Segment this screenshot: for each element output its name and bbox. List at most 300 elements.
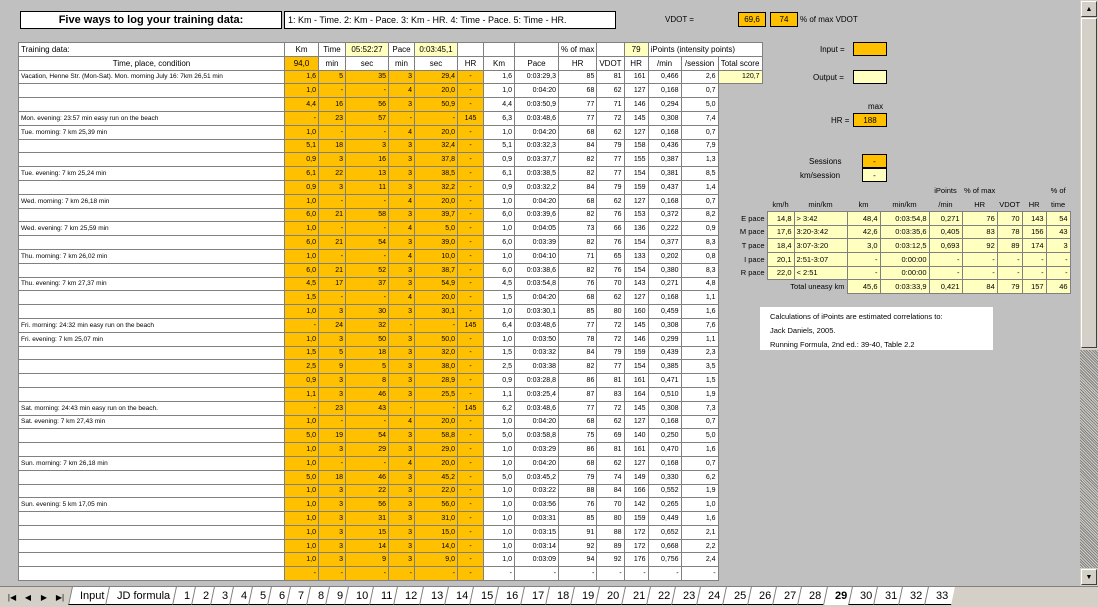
input-data-cell[interactable]: 50,0 [415, 332, 458, 346]
input-data-cell[interactable]: 3 [389, 98, 415, 112]
input-data-cell[interactable]: 1,0 [285, 525, 319, 539]
description-cell[interactable] [19, 525, 285, 539]
input-data-cell[interactable]: 20,0 [415, 415, 458, 429]
input-data-cell[interactable]: 3 [389, 525, 415, 539]
calc-cell[interactable]: 1,0 [484, 443, 515, 457]
calc-cell[interactable]: 158 [624, 139, 648, 153]
input-data-cell[interactable]: 46 [346, 470, 389, 484]
input-data-cell[interactable]: 3 [389, 277, 415, 291]
total-uneasy-cell[interactable]: 79 [997, 280, 1022, 294]
input-data-cell[interactable]: 9,0 [415, 553, 458, 567]
input-data-cell[interactable]: 5 [319, 70, 346, 84]
input-data-cell[interactable]: 15,0 [415, 525, 458, 539]
input-data-cell[interactable]: 11 [346, 180, 389, 194]
calc-cell[interactable]: 4,4 [484, 98, 515, 112]
input-data-cell[interactable]: 56 [346, 98, 389, 112]
calc-cell[interactable]: 1,0 [484, 84, 515, 98]
input-data-cell[interactable]: 14 [346, 539, 389, 553]
description-cell[interactable] [19, 539, 285, 553]
input-data-cell[interactable]: - [458, 249, 484, 263]
input-data-cell[interactable]: 52 [346, 263, 389, 277]
calc-cell[interactable]: 6,2 [484, 401, 515, 415]
description-cell[interactable]: Thu. evening: 7 km 27,37 min [19, 277, 285, 291]
calc-cell[interactable]: 0,202 [648, 249, 681, 263]
input-data-cell[interactable]: 1,0 [285, 456, 319, 470]
calc-cell[interactable]: 0:04:20 [515, 84, 559, 98]
input-data-cell[interactable]: 13 [346, 167, 389, 181]
input-data-cell[interactable]: 6,0 [285, 236, 319, 250]
calc-cell[interactable]: 159 [624, 512, 648, 526]
calc-cell[interactable]: 72 [597, 318, 624, 332]
pace-cell[interactable]: > 3:42 [794, 211, 847, 225]
calc-cell[interactable]: 1,6 [681, 512, 718, 526]
input-data-cell[interactable]: - [458, 539, 484, 553]
calc-cell[interactable]: 0:03:39,6 [515, 208, 559, 222]
calc-cell[interactable]: 166 [624, 484, 648, 498]
calc-cell[interactable]: 2,5 [484, 360, 515, 374]
calc-cell[interactable]: 1,3 [681, 153, 718, 167]
pace-cell[interactable]: 3:07-3:20 [794, 239, 847, 253]
calc-cell[interactable]: 0:03:25,4 [515, 387, 559, 401]
input-data-cell[interactable]: 1,5 [285, 346, 319, 360]
calc-cell[interactable]: 1,0 [484, 194, 515, 208]
input-data-cell[interactable]: - [458, 167, 484, 181]
calc-cell[interactable]: 0,308 [648, 111, 681, 125]
calc-cell[interactable]: 0:03:48,6 [515, 318, 559, 332]
calc-cell[interactable]: - [624, 567, 648, 581]
calc-cell[interactable]: 0,168 [648, 456, 681, 470]
calc-cell[interactable]: 0:03:32,2 [515, 180, 559, 194]
calc-cell[interactable]: 161 [624, 70, 648, 84]
input-data-cell[interactable]: 3 [319, 374, 346, 388]
input-data-cell[interactable]: 4 [389, 222, 415, 236]
first-sheet-icon[interactable]: |◀ [7, 592, 17, 602]
calc-cell[interactable]: 176 [624, 553, 648, 567]
input-data-cell[interactable]: - [319, 84, 346, 98]
input-data-cell[interactable]: 31,0 [415, 512, 458, 526]
calc-cell[interactable]: 68 [559, 84, 597, 98]
scroll-thumb[interactable] [1081, 18, 1097, 348]
calc-cell[interactable]: 88 [597, 525, 624, 539]
input-data-cell[interactable]: 50 [346, 332, 389, 346]
calc-cell[interactable]: 84 [597, 484, 624, 498]
input-data-cell[interactable]: 1,0 [285, 332, 319, 346]
calc-cell[interactable]: 0:03:30,1 [515, 305, 559, 319]
input-data-cell[interactable]: 1,0 [285, 553, 319, 567]
input-data-cell[interactable]: 14,0 [415, 539, 458, 553]
pace-cell[interactable]: 3,0 [847, 239, 880, 253]
calc-cell[interactable]: 4,5 [484, 277, 515, 291]
input-data-cell[interactable]: - [319, 222, 346, 236]
calc-cell[interactable]: 92 [597, 553, 624, 567]
calc-cell[interactable]: - [681, 567, 718, 581]
input-data-cell[interactable]: 1,5 [285, 291, 319, 305]
calc-cell[interactable]: 0,250 [648, 429, 681, 443]
input-data-cell[interactable]: 50,9 [415, 98, 458, 112]
calc-cell[interactable]: 0,466 [648, 70, 681, 84]
total-uneasy-cell[interactable]: 0,421 [929, 280, 962, 294]
input-data-cell[interactable]: 1,0 [285, 484, 319, 498]
description-cell[interactable] [19, 305, 285, 319]
input-data-cell[interactable]: - [458, 484, 484, 498]
input-data-cell[interactable]: 32,2 [415, 180, 458, 194]
input-data-cell[interactable]: 9 [346, 553, 389, 567]
calc-cell[interactable]: 7,4 [681, 111, 718, 125]
calc-cell[interactable]: 0,380 [648, 263, 681, 277]
calc-cell[interactable]: 154 [624, 360, 648, 374]
prev-sheet-icon[interactable]: ◀ [24, 592, 32, 602]
input-data-cell[interactable]: 3 [389, 153, 415, 167]
pace-cell[interactable]: - [962, 266, 997, 280]
description-cell[interactable] [19, 84, 285, 98]
calc-cell[interactable]: 6,2 [681, 470, 718, 484]
calc-cell[interactable]: 62 [597, 456, 624, 470]
input-data-cell[interactable]: 3 [389, 387, 415, 401]
input-data-cell[interactable]: 45,2 [415, 470, 458, 484]
calc-cell[interactable]: 71 [559, 249, 597, 263]
calc-cell[interactable]: 0:03:38,5 [515, 167, 559, 181]
calc-cell[interactable]: 5,0 [681, 429, 718, 443]
input-data-cell[interactable]: 38,5 [415, 167, 458, 181]
pace-cell[interactable]: 0:03:54,8 [880, 211, 929, 225]
input-data-cell[interactable]: 3 [346, 139, 389, 153]
pace-cell[interactable]: 48,4 [847, 211, 880, 225]
input-data-cell[interactable]: 1,0 [285, 194, 319, 208]
input-data-cell[interactable]: - [458, 139, 484, 153]
input-data-cell[interactable]: 3 [319, 332, 346, 346]
calc-cell[interactable]: 75 [559, 429, 597, 443]
input-data-cell[interactable]: - [458, 291, 484, 305]
input-data-cell[interactable]: - [458, 456, 484, 470]
calc-cell[interactable]: 1,9 [681, 387, 718, 401]
calc-cell[interactable]: 82 [559, 360, 597, 374]
calc-cell[interactable]: 0:03:38 [515, 360, 559, 374]
sessions-cell[interactable]: - [862, 154, 887, 168]
calc-cell[interactable]: 76 [559, 277, 597, 291]
calc-cell[interactable]: 0:04:20 [515, 194, 559, 208]
input-data-cell[interactable]: - [285, 567, 319, 581]
pct-max-vdot-cell[interactable]: 74 [770, 12, 798, 27]
calc-cell[interactable]: 68 [559, 415, 597, 429]
description-cell[interactable] [19, 263, 285, 277]
input-data-cell[interactable]: - [458, 180, 484, 194]
calc-cell[interactable]: 76 [597, 236, 624, 250]
calc-cell[interactable]: 66 [597, 222, 624, 236]
calc-cell[interactable]: 127 [624, 291, 648, 305]
input-data-cell[interactable]: 22 [346, 484, 389, 498]
calc-cell[interactable]: 0:03:48,6 [515, 111, 559, 125]
calc-cell[interactable]: 6,3 [484, 111, 515, 125]
calc-cell[interactable]: 0,9 [681, 222, 718, 236]
pace-cell[interactable]: 174 [1022, 239, 1046, 253]
input-data-cell[interactable]: 25,5 [415, 387, 458, 401]
calc-cell[interactable]: 0,552 [648, 484, 681, 498]
pct-of-max-cell[interactable]: 79 [624, 43, 648, 57]
calc-cell[interactable]: 4,8 [681, 277, 718, 291]
calc-cell[interactable]: 81 [597, 70, 624, 84]
input-data-cell[interactable]: - [458, 553, 484, 567]
input-data-cell[interactable]: 46 [346, 387, 389, 401]
input-data-cell[interactable]: - [458, 498, 484, 512]
pace-cell[interactable]: 0:03:12,5 [880, 239, 929, 253]
calc-cell[interactable]: 149 [624, 470, 648, 484]
input-data-cell[interactable]: 1,0 [285, 498, 319, 512]
calc-cell[interactable]: 2,6 [681, 70, 718, 84]
pace-cell[interactable]: - [1022, 252, 1046, 266]
description-cell[interactable]: Sat. evening: 7 km 27,43 min [19, 415, 285, 429]
input-data-cell[interactable]: 29,0 [415, 443, 458, 457]
input-data-cell[interactable]: 32 [346, 318, 389, 332]
calc-cell[interactable]: 83 [597, 387, 624, 401]
total-score-value-cell[interactable]: 120,7 [718, 70, 762, 84]
input-data-cell[interactable]: - [319, 249, 346, 263]
calc-cell[interactable]: 62 [597, 125, 624, 139]
input-data-cell[interactable]: - [458, 512, 484, 526]
pace-cell[interactable]: 78 [997, 225, 1022, 239]
calc-cell[interactable]: 0,668 [648, 539, 681, 553]
calc-cell[interactable]: 0,330 [648, 470, 681, 484]
description-cell[interactable]: Wed. evening: 7 km 25,59 min [19, 222, 285, 236]
calc-cell[interactable]: 85 [559, 512, 597, 526]
pace-cell[interactable]: 14,8 [767, 211, 794, 225]
calc-cell[interactable]: 133 [624, 249, 648, 263]
calc-cell[interactable]: 0:03:29 [515, 443, 559, 457]
input-data-cell[interactable]: - [415, 567, 458, 581]
input-data-cell[interactable]: 3 [389, 208, 415, 222]
calc-cell[interactable]: 0,222 [648, 222, 681, 236]
calc-cell[interactable]: 82 [559, 153, 597, 167]
pace-cell[interactable]: - [997, 266, 1022, 280]
input-data-cell[interactable]: 38,0 [415, 360, 458, 374]
calc-cell[interactable]: 82 [559, 208, 597, 222]
calc-cell[interactable]: 1,6 [484, 70, 515, 84]
calc-cell[interactable]: - [648, 567, 681, 581]
input-data-cell[interactable]: 5,1 [285, 139, 319, 153]
calc-cell[interactable]: 84 [559, 180, 597, 194]
pace-cell[interactable]: 42,6 [847, 225, 880, 239]
calc-cell[interactable]: 1,0 [484, 222, 515, 236]
input-data-cell[interactable]: 5 [319, 346, 346, 360]
calc-cell[interactable]: 2,4 [681, 553, 718, 567]
calc-cell[interactable]: 5,0 [484, 429, 515, 443]
input-data-cell[interactable]: 29,4 [415, 70, 458, 84]
input-data-cell[interactable]: 1,0 [285, 249, 319, 263]
input-data-cell[interactable]: 2,5 [285, 360, 319, 374]
calc-cell[interactable]: 0:03:50 [515, 332, 559, 346]
description-cell[interactable]: Tue. morning: 7 km 25,39 min [19, 125, 285, 139]
input-data-cell[interactable]: 1,0 [285, 415, 319, 429]
description-cell[interactable] [19, 153, 285, 167]
calc-cell[interactable]: 0,459 [648, 305, 681, 319]
calc-cell[interactable]: 1,0 [484, 456, 515, 470]
input-data-cell[interactable]: - [285, 111, 319, 125]
pace-cell[interactable]: - [962, 252, 997, 266]
description-cell[interactable] [19, 291, 285, 305]
input-data-cell[interactable]: 1,6 [285, 70, 319, 84]
calc-cell[interactable]: 0,470 [648, 443, 681, 457]
calc-cell[interactable]: 172 [624, 539, 648, 553]
input-data-cell[interactable]: 3 [389, 346, 415, 360]
input-data-cell[interactable]: 17 [319, 277, 346, 291]
description-cell[interactable] [19, 553, 285, 567]
calc-cell[interactable]: 70 [597, 498, 624, 512]
calc-cell[interactable]: 0,265 [648, 498, 681, 512]
description-cell[interactable] [19, 374, 285, 388]
calc-cell[interactable]: 62 [597, 84, 624, 98]
sheet-tab[interactable] [106, 587, 178, 605]
pace-cell[interactable]: 0,693 [929, 239, 962, 253]
input-data-cell[interactable]: 4 [389, 249, 415, 263]
calc-cell[interactable]: 6,0 [484, 208, 515, 222]
input-data-cell[interactable]: - [285, 401, 319, 415]
input-data-cell[interactable]: 3 [389, 539, 415, 553]
calc-cell[interactable]: 0:03:37,7 [515, 153, 559, 167]
input-data-cell[interactable]: 3 [389, 139, 415, 153]
pace-cell[interactable]: 0,405 [929, 225, 962, 239]
input-data-cell[interactable]: 22,0 [415, 484, 458, 498]
input-data-cell[interactable]: 4 [389, 291, 415, 305]
input-data-cell[interactable]: - [346, 249, 389, 263]
input-data-cell[interactable]: 3 [389, 470, 415, 484]
pace-total-cell[interactable]: 0:03:45,1 [415, 43, 458, 57]
description-cell[interactable] [19, 567, 285, 581]
input-data-cell[interactable]: 3 [319, 553, 346, 567]
input-data-cell[interactable]: - [458, 360, 484, 374]
vdot-value-cell[interactable]: 69,6 [738, 12, 766, 27]
calc-cell[interactable]: 72 [597, 332, 624, 346]
input-data-cell[interactable]: 20,0 [415, 125, 458, 139]
description-cell[interactable]: Sat. morning: 24:43 min easy run on the beach. [19, 401, 285, 415]
calc-cell[interactable]: 8,2 [681, 208, 718, 222]
input-data-cell[interactable]: - [458, 194, 484, 208]
calc-cell[interactable]: 86 [559, 443, 597, 457]
calc-cell[interactable]: 0:04:20 [515, 456, 559, 470]
calc-cell[interactable]: 91 [559, 525, 597, 539]
input-data-cell[interactable]: 4 [389, 456, 415, 470]
calc-cell[interactable]: 146 [624, 332, 648, 346]
calc-cell[interactable]: 172 [624, 525, 648, 539]
description-cell[interactable]: Fri. evening: 7 km 25,07 min [19, 332, 285, 346]
km-total-cell[interactable]: 94,0 [285, 56, 319, 70]
calc-cell[interactable]: 82 [559, 167, 597, 181]
calc-cell[interactable]: 71 [597, 98, 624, 112]
calc-cell[interactable]: 0,381 [648, 167, 681, 181]
calc-cell[interactable]: 62 [597, 194, 624, 208]
calc-cell[interactable]: 127 [624, 415, 648, 429]
calc-cell[interactable]: 155 [624, 153, 648, 167]
input-data-cell[interactable]: - [389, 401, 415, 415]
input-data-cell[interactable]: - [458, 277, 484, 291]
calc-cell[interactable]: 81 [597, 443, 624, 457]
calc-cell[interactable]: 0:03:48,6 [515, 401, 559, 415]
input-cell[interactable] [853, 42, 887, 56]
description-cell[interactable]: Wed. morning: 7 km 26,18 min [19, 194, 285, 208]
calc-cell[interactable]: 85 [559, 70, 597, 84]
calc-cell[interactable]: 81 [597, 374, 624, 388]
input-data-cell[interactable]: 0,9 [285, 153, 319, 167]
calc-cell[interactable]: 1,0 [484, 415, 515, 429]
calc-cell[interactable]: 0,471 [648, 374, 681, 388]
calc-cell[interactable]: 77 [559, 111, 597, 125]
time-total-cell[interactable]: 05:52:27 [346, 43, 389, 57]
calc-cell[interactable]: 0,8 [681, 249, 718, 263]
input-data-cell[interactable]: 3 [389, 512, 415, 526]
calc-cell[interactable]: 0:04:10 [515, 249, 559, 263]
input-data-cell[interactable]: - [285, 318, 319, 332]
calc-cell[interactable]: 0:03:15 [515, 525, 559, 539]
total-uneasy-cell[interactable]: 45,6 [847, 280, 880, 294]
calc-cell[interactable]: 0,168 [648, 291, 681, 305]
calc-cell[interactable]: 0,168 [648, 194, 681, 208]
input-data-cell[interactable]: 3 [319, 539, 346, 553]
calc-cell[interactable]: 72 [597, 111, 624, 125]
calc-cell[interactable]: 86 [559, 374, 597, 388]
input-data-cell[interactable]: 3 [389, 263, 415, 277]
input-data-cell[interactable]: 23 [319, 111, 346, 125]
description-cell[interactable]: Sun. morning: 7 km 26,18 min [19, 456, 285, 470]
calc-cell[interactable]: 153 [624, 208, 648, 222]
calc-cell[interactable]: 1,5 [681, 374, 718, 388]
calc-cell[interactable]: 1,1 [681, 291, 718, 305]
km-per-session-cell[interactable]: - [862, 168, 887, 182]
calc-cell[interactable]: 161 [624, 443, 648, 457]
pace-cell[interactable]: - [997, 252, 1022, 266]
input-data-cell[interactable]: 56 [346, 498, 389, 512]
pace-cell[interactable]: 3:20-3:42 [794, 225, 847, 239]
calc-cell[interactable]: 0,168 [648, 415, 681, 429]
calc-cell[interactable]: 77 [559, 401, 597, 415]
pace-cell[interactable]: < 2:51 [794, 266, 847, 280]
calc-cell[interactable]: 1,5 [484, 346, 515, 360]
input-data-cell[interactable]: - [319, 291, 346, 305]
pace-cell[interactable]: 76 [962, 211, 997, 225]
calc-cell[interactable]: 0:04:05 [515, 222, 559, 236]
calc-cell[interactable]: 1,0 [484, 553, 515, 567]
input-data-cell[interactable]: 56,0 [415, 498, 458, 512]
input-data-cell[interactable]: - [346, 291, 389, 305]
input-data-cell[interactable]: 21 [319, 263, 346, 277]
calc-cell[interactable]: 1,5 [484, 291, 515, 305]
calc-cell[interactable]: 65 [597, 249, 624, 263]
calc-cell[interactable]: 87 [559, 387, 597, 401]
calc-cell[interactable]: 160 [624, 305, 648, 319]
input-data-cell[interactable]: 0,9 [285, 180, 319, 194]
calc-cell[interactable]: 84 [559, 139, 597, 153]
calc-cell[interactable]: 7,6 [681, 318, 718, 332]
calc-cell[interactable]: 1,0 [484, 498, 515, 512]
input-data-cell[interactable]: 15 [346, 525, 389, 539]
input-data-cell[interactable]: 30,1 [415, 305, 458, 319]
calc-cell[interactable]: 7,9 [681, 139, 718, 153]
calc-cell[interactable]: 1,6 [681, 305, 718, 319]
pace-cell[interactable]: 20,1 [767, 252, 794, 266]
pace-cell[interactable]: 22,0 [767, 266, 794, 280]
input-data-cell[interactable]: 58,8 [415, 429, 458, 443]
calc-cell[interactable]: 8,3 [681, 263, 718, 277]
output-cell[interactable] [853, 70, 887, 84]
calc-cell[interactable]: 1,1 [681, 332, 718, 346]
pace-cell[interactable]: 54 [1046, 211, 1070, 225]
calc-cell[interactable]: 0,308 [648, 318, 681, 332]
pace-cell[interactable]: - [847, 266, 880, 280]
input-data-cell[interactable]: - [458, 236, 484, 250]
calc-cell[interactable]: 0:03:29,3 [515, 70, 559, 84]
input-data-cell[interactable]: 3 [389, 429, 415, 443]
calc-cell[interactable]: 1,0 [484, 525, 515, 539]
description-cell[interactable] [19, 208, 285, 222]
pace-cell[interactable]: 70 [997, 211, 1022, 225]
input-data-cell[interactable]: 20,0 [415, 456, 458, 470]
